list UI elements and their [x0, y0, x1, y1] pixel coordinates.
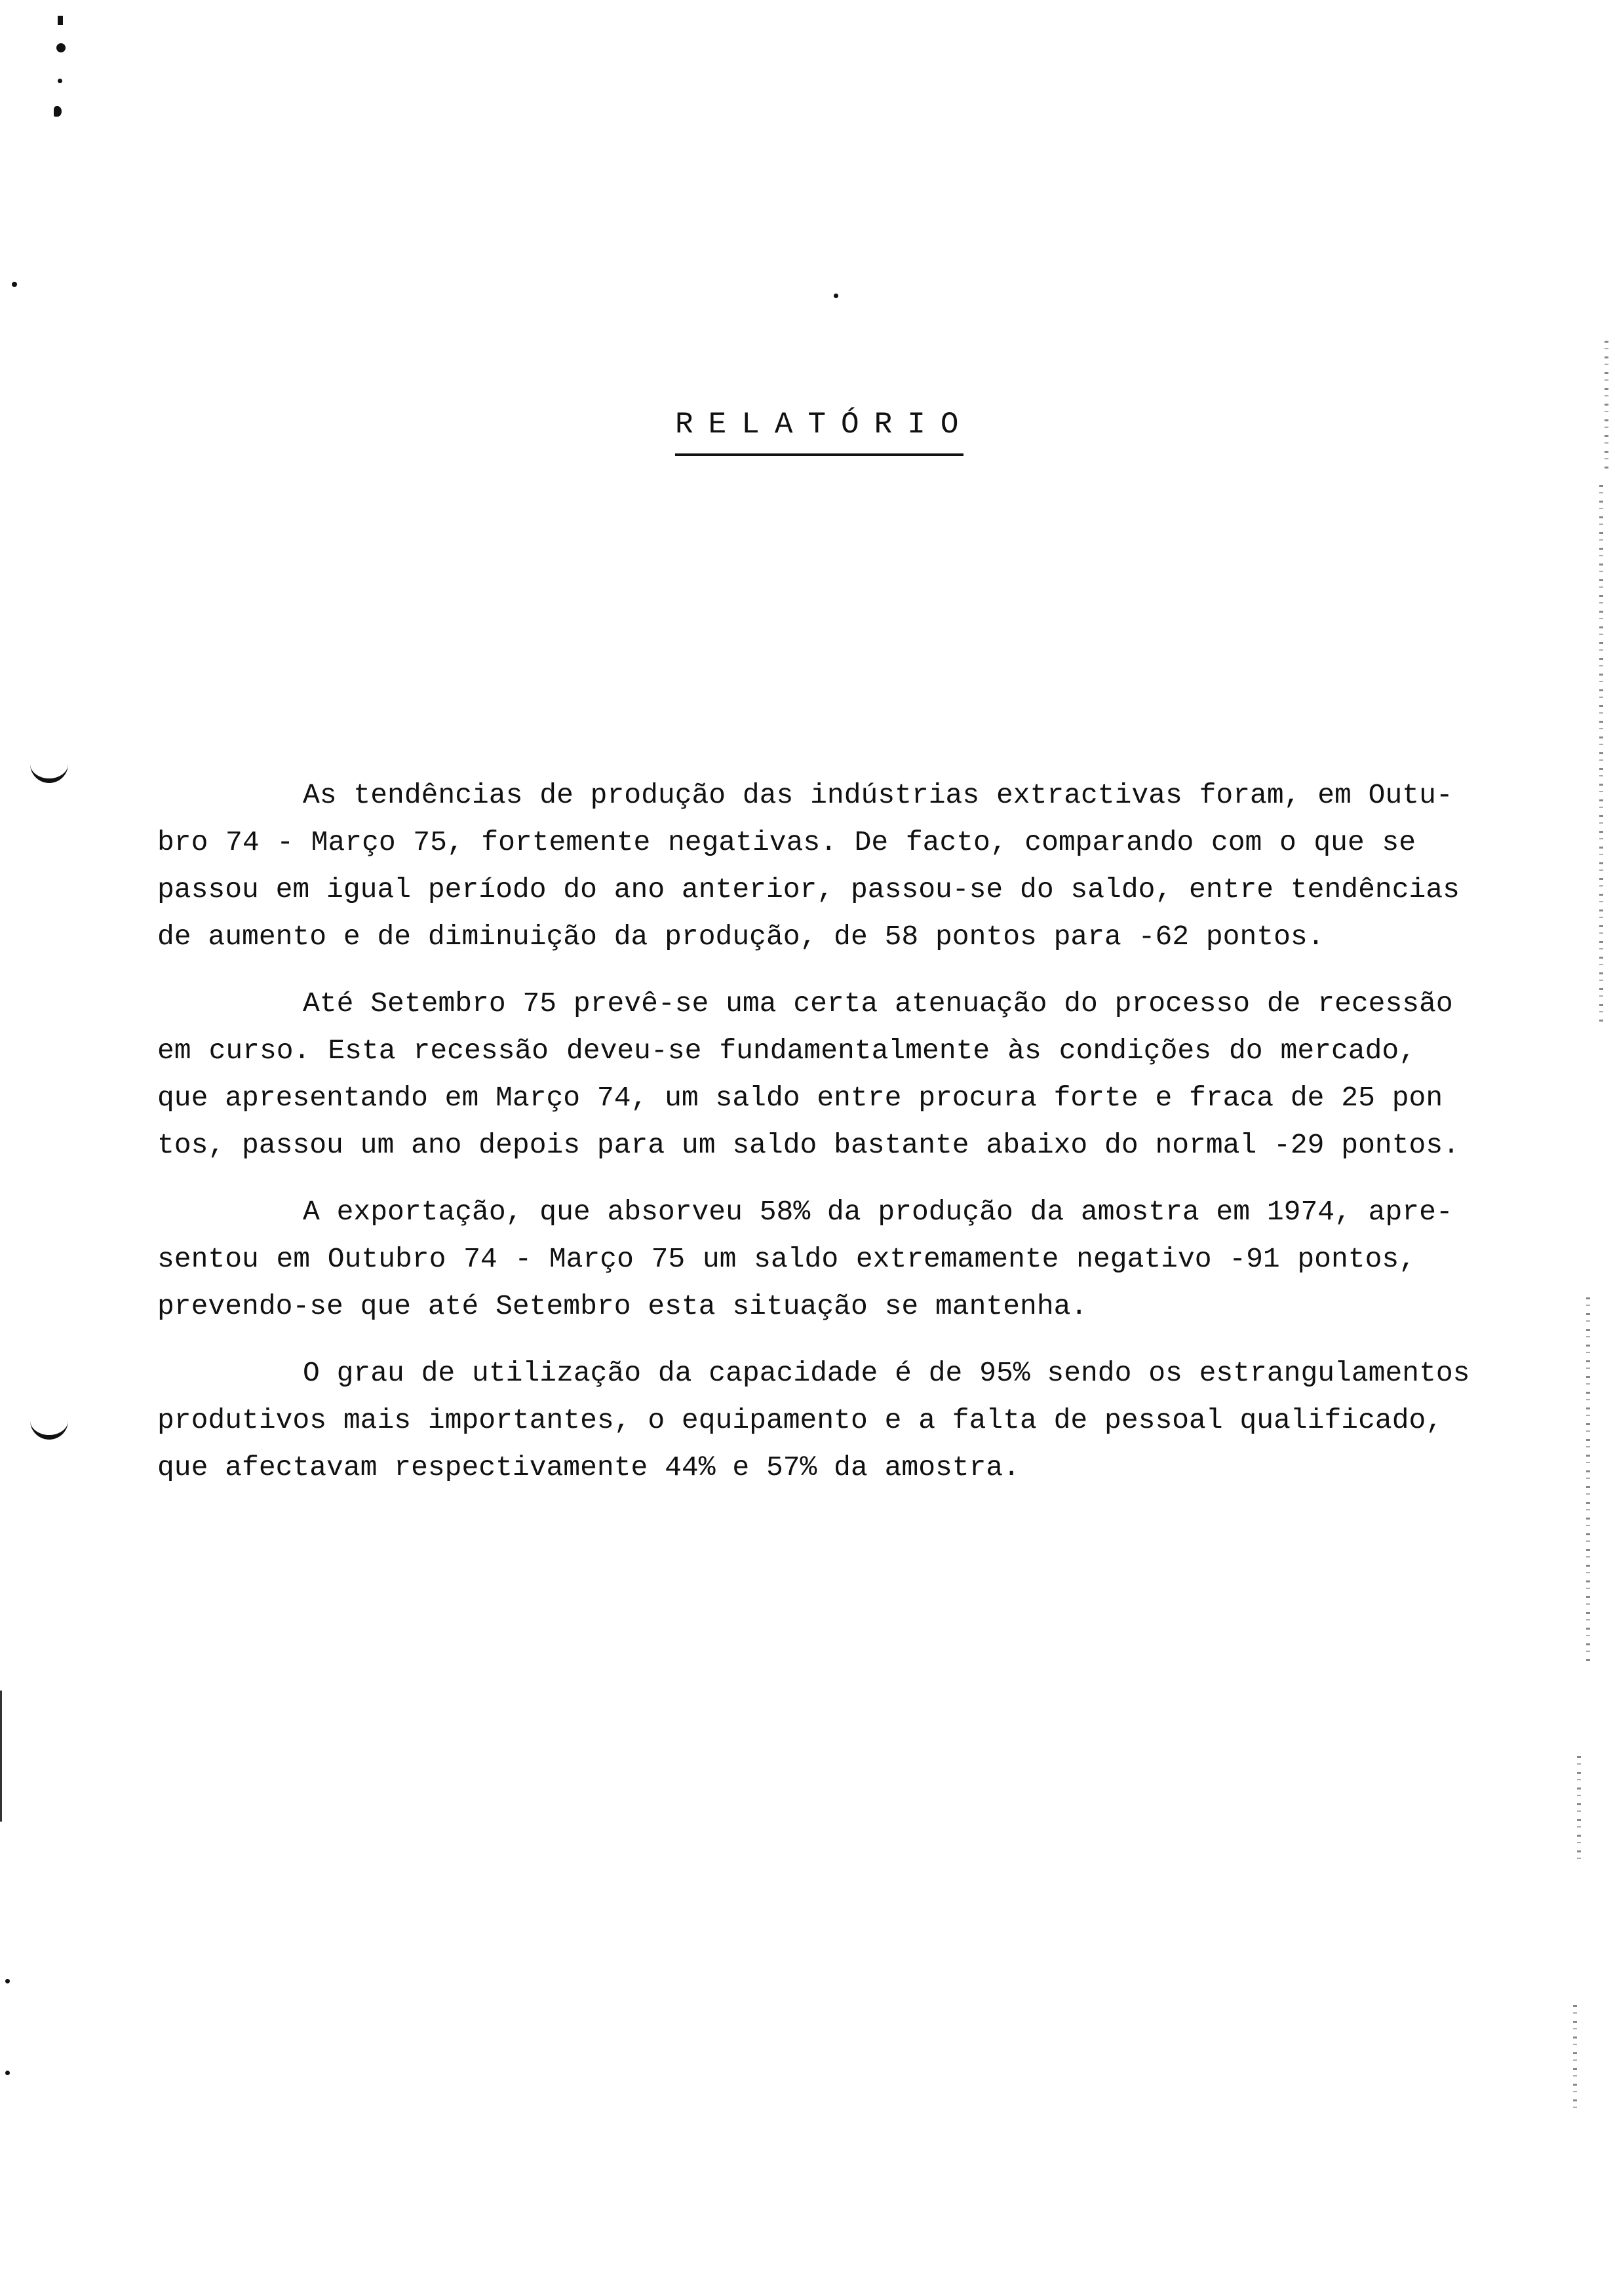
scan-edge-noise: [1599, 485, 1603, 1022]
text-line: As tendências de produção das indústrias extractivas foram, em Outu-: [303, 779, 1453, 811]
scan-artifact-dot: [58, 79, 62, 83]
page-edge-line: [0, 1691, 2, 1822]
scan-artifact-dot: [12, 282, 17, 287]
document-body: [157, 772, 1470, 1511]
text-line: em curso. Esta recessão deveu-se fundamentalmente às condições do mercado,: [157, 1035, 1416, 1067]
text-line: passou em igual período do ano anterior, passou-se do saldo, entre tendências: [157, 873, 1460, 906]
document-title: RELATÓRIO: [675, 405, 963, 456]
paragraph-recession-forecast: [157, 980, 1460, 1169]
paragraph-capacity-utilization: [157, 1350, 1470, 1491]
text-line: produtivos mais importantes, o equipamento e a falta de pessoal qualificado,: [157, 1404, 1443, 1436]
text-line: de aumento e de diminuição da produção, de 58 pontos para -62 pontos.: [157, 921, 1325, 953]
text-line: sentou em Outubro 74 - Março 75 um saldo extremamente negativo -91 pontos,: [157, 1243, 1416, 1275]
text-line: que apresentando em Março 74, um saldo entre procura forte e fraca de 25 pon: [157, 1082, 1443, 1114]
scan-artifact-dot: [5, 2071, 10, 2075]
scan-edge-noise: [1586, 1297, 1590, 1664]
binder-hole-mark: [30, 1415, 68, 1440]
scan-artifact-dot: [834, 294, 838, 298]
scan-artifact-dot: [5, 1979, 10, 1983]
text-line: tos, passou um ano depois para um saldo bastante abaixo do normal -29 pontos.: [157, 1129, 1460, 1161]
scan-edge-noise: [1573, 2005, 1577, 2110]
text-line: bro 74 - Março 75, fortemente negativas. De facto, comparando com o que se: [157, 826, 1416, 858]
text-line: prevendo-se que até Setembro esta situação se mantenha.: [157, 1290, 1088, 1322]
binder-hole-mark: [30, 759, 68, 783]
scan-artifact-mark: [54, 106, 62, 117]
paragraph-production-trends: [157, 772, 1460, 961]
scan-edge-noise: [1577, 1756, 1581, 1861]
text-line: que afectavam respectivamente 44% e 57% da amostra.: [157, 1451, 1021, 1483]
text-line: A exportação, que absorveu 58% da produção da amostra em 1974, apre-: [303, 1196, 1453, 1228]
text-line: Até Setembro 75 prevê-se uma certa atenuação do processo de recessão: [303, 987, 1453, 1020]
scan-artifact-dot: [56, 43, 66, 52]
paragraph-exports: [157, 1189, 1453, 1330]
scan-edge-noise: [1605, 341, 1608, 472]
text-line: O grau de utilização da capacidade é de 95% sendo os estrangulamentos: [303, 1357, 1470, 1389]
scan-artifact-mark: [58, 16, 63, 25]
